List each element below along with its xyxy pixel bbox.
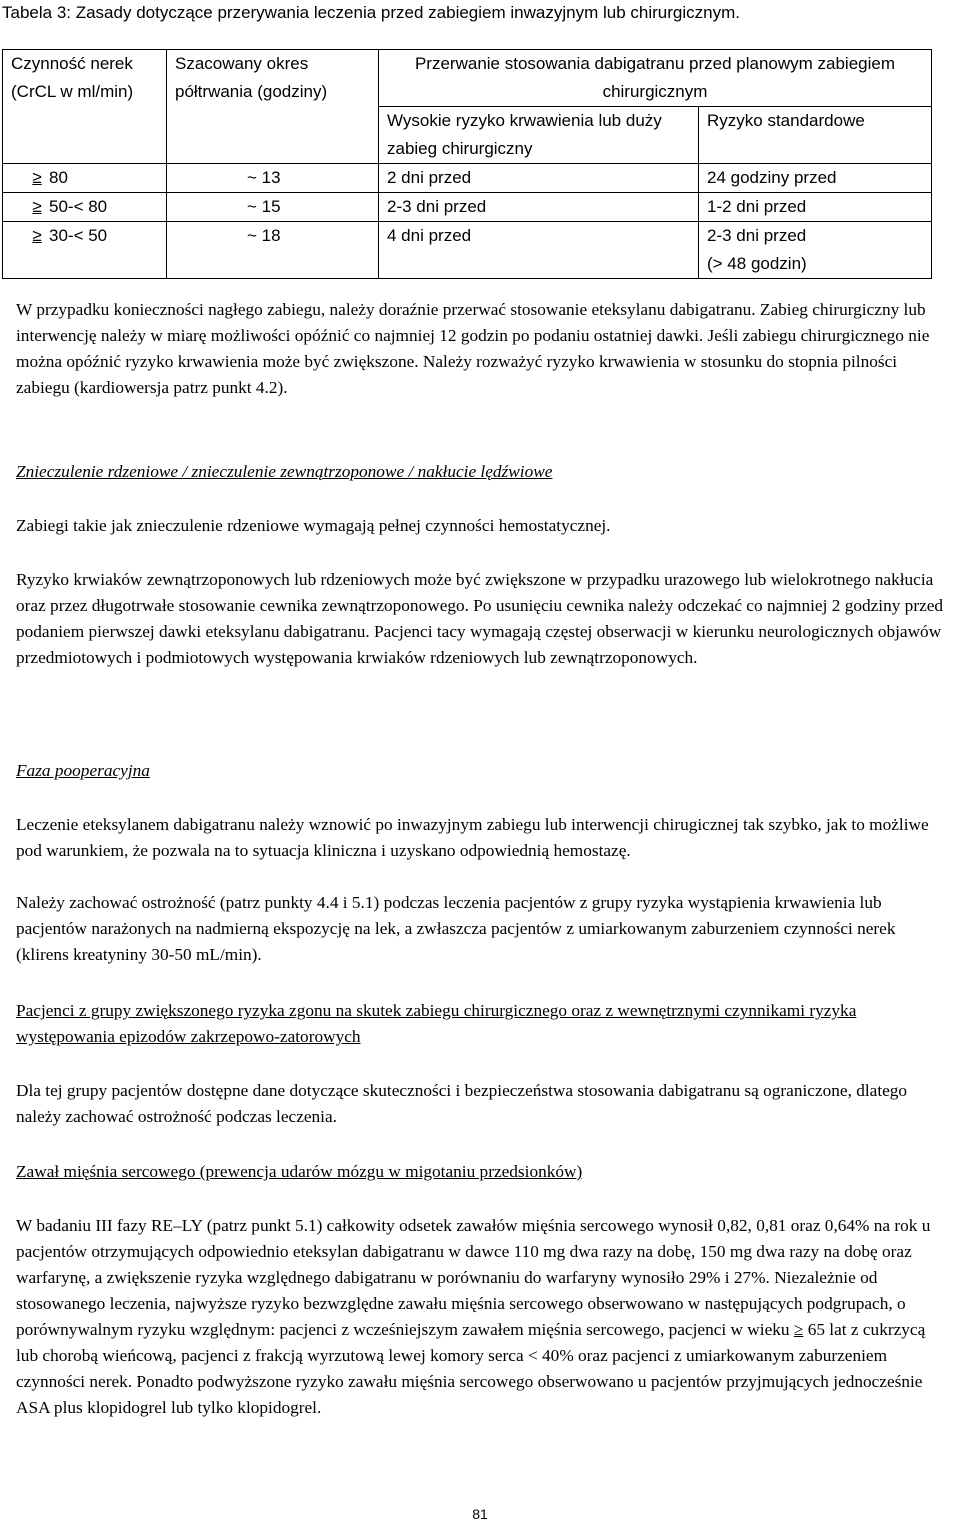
cell-crcl [3,164,167,193]
cell-halflife: ~ 15 [167,193,379,222]
standard-risk-note: (> 48 godzin) [707,254,807,273]
anesthesia-heading: Znieczulenie rdzeniowe / znieczulenie zewnątrzoponowe / nakłucie lędźwiowe [16,462,553,481]
cell-high-risk: 4 dni przed [379,222,699,279]
table-row [3,193,932,222]
mi-paragraph-part-1: W badaniu III fazy RE–LY (patrz punkt 5.1) całkowity odsetek zawałów mięśnia sercowego wynosił 0,82, 0,81 oraz 0,64% na rok u pacjentów otrzymujących odpowiednio eteksylan dabigatranu w dawce 110 mg dwa razy na dobę, 150 mg dwa razy na dobę oraz warfarynę, a zwiększenie ryzyka względnego dabigatranu w porównaniu do warfaryny wynosiło 29% i 27%. Niezależnie od stosowanego leczenia, najwyższe ryzyko bezwzględne zawału mięśnia sercowego obserwowano w następujących podgrupach, o porównywalnym ryzyku względnym: pacjenci z wcześniejszym zawałem mięśnia sercowego, pacjenci w wieku [16,1216,931,1339]
postop-heading: Faza pooperacyjna [16,761,150,780]
cell-standard-risk: 24 godziny przed [699,164,932,193]
header-high-risk: Wysokie ryzyko krwawienia lub duży zabieg chirurgiczny [379,107,699,164]
mi-heading: Zawał mięśnia sercowego (prewencja udarów mózgu w migotaniu przedsionków) [16,1162,583,1181]
cell-crcl [3,193,167,222]
ge-symbol: ≥ [32,197,42,216]
high-risk-heading: Pacjenci z grupy zwiększonego ryzyka zgonu na skutek zabiegu chirurgicznego oraz z wewnętrznymi czynnikami ryzyka występowania epizodów zakrzepowo-zatorowych [16,1001,857,1046]
cell-high-risk: 2 dni przed [379,164,699,193]
discontinuation-table [2,49,932,279]
ge-symbol: ≥ [32,226,42,245]
table-row [3,164,932,193]
mi-paragraph [16,1213,951,1421]
header-discontinuation: Przerwanie stosowania dabigatranu przed planowym zabiegiem chirurgicznym [379,50,932,107]
header-halflife: Szacowany okres półtrwania (godziny) [167,50,379,164]
urgent-surgery-paragraph: W przypadku konieczności nagłego zabiegu, należy doraźnie przerwać stosowanie eteksylanu dabigatranu. Zabieg chirurgiczny lub interwencję należy w miarę możliwości opóźnić co najmniej 12 godzin po podaniu ostatniej dawki. Jeśli zabiegu chirurgicznego nie można opóźnić ryzyko krwawienia może być zwiększone. Należy rozważyć ryzyko krwawienia w stosunku do stopnia pilności zabiegu (kardiowersja patrz punkt 4.2). [16,300,930,397]
page-number: 81 [472,1506,488,1522]
crcl-value: 30-< 50 [49,226,108,245]
mi-paragraph-part-2: 65 lat z cukrzycą lub chorobą wieńcową, pacjenci z frakcją wyrzutową lewej komory serca < 40% oraz pacjenci z umiarkowanym zaburzeniem czynności nerek. Ponadto podwyższone ryzyko zawału mięśnia sercowego obserwowano u pacjentów przyjmujących jednocześnie ASA plus klopidogrel lub tylko klopidogrel. [16,1320,926,1417]
cell-high-risk: 2-3 dni przed [379,193,699,222]
postop-paragraph-1: Leczenie eteksylanem dabigatranu należy wznowić po inwazyjnym zabiegu lub interwencji chirugicznej tak szybko, jak to możliwe pod warunkiem, że pozwala na to sytuacja kliniczna i uzyskano odpowiednią hemostazę. [16,815,929,860]
crcl-value: 80 [49,168,68,187]
header-standard-risk: Ryzyko standardowe [699,107,932,164]
table-row [3,222,932,279]
cell-standard-risk [699,222,932,279]
anesthesia-paragraph-2: Ryzyko krwiaków zewnątrzoponowych lub rdzeniowych może być zwiększone w przypadku urazowego lub wielokrotnego nakłucia oraz przez długotrwałe stosowanie cewnika zewnątrzoponowego. Po usunięciu cewnika należy odczekać co najmniej 2 godziny przed podaniem pierwszej dawki eteksylanu dabigatranu. Pacjenci tacy wymagają częstej obserwacji w kierunku neurologicznych objawów przedmiotowych i podmiotowych występowania krwiaków rdzeniowych lub zewnątrzoponowych. [16,570,944,667]
standard-risk-value: 2-3 dni przed [707,226,807,245]
table-caption: Tabela 3: Zasady dotyczące przerywania leczenia przed zabiegiem inwazyjnym lub chirurgicznym. [2,3,740,22]
ge-symbol: ≥ [793,1320,804,1339]
cell-standard-risk: 1-2 dni przed [699,193,932,222]
high-risk-paragraph: Dla tej grupy pacjentów dostępne dane dotyczące skuteczności i bezpieczeństwa stosowania dabigatranu są ograniczone, dlatego należy zachować ostrożność podczas leczenia. [16,1081,908,1126]
cell-crcl [3,222,167,279]
cell-halflife: ~ 18 [167,222,379,279]
table-header-row [3,50,932,107]
header-crcl: Czynność nerek (CrCL w ml/min) [3,50,167,164]
postop-paragraph-2: Należy zachować ostrożność (patrz punkty 4.4 i 5.1) podczas leczenia pacjentów z grupy ryzyka wystąpienia krwawienia lub pacjentów narażonych na nadmierną ekspozycję na lek, a zwłaszcza pacjentów z umiarkowanym zaburzeniem czynności nerek (klirens kreatyniny 30-50 mL/min). [16,893,896,964]
cell-halflife: ~ 13 [167,164,379,193]
anesthesia-paragraph-1: Zabiegi takie jak znieczulenie rdzeniowe wymagają pełnej czynności hemostatycznej. [16,516,611,535]
crcl-value: 50-< 80 [49,197,108,216]
ge-symbol: ≥ [32,168,42,187]
